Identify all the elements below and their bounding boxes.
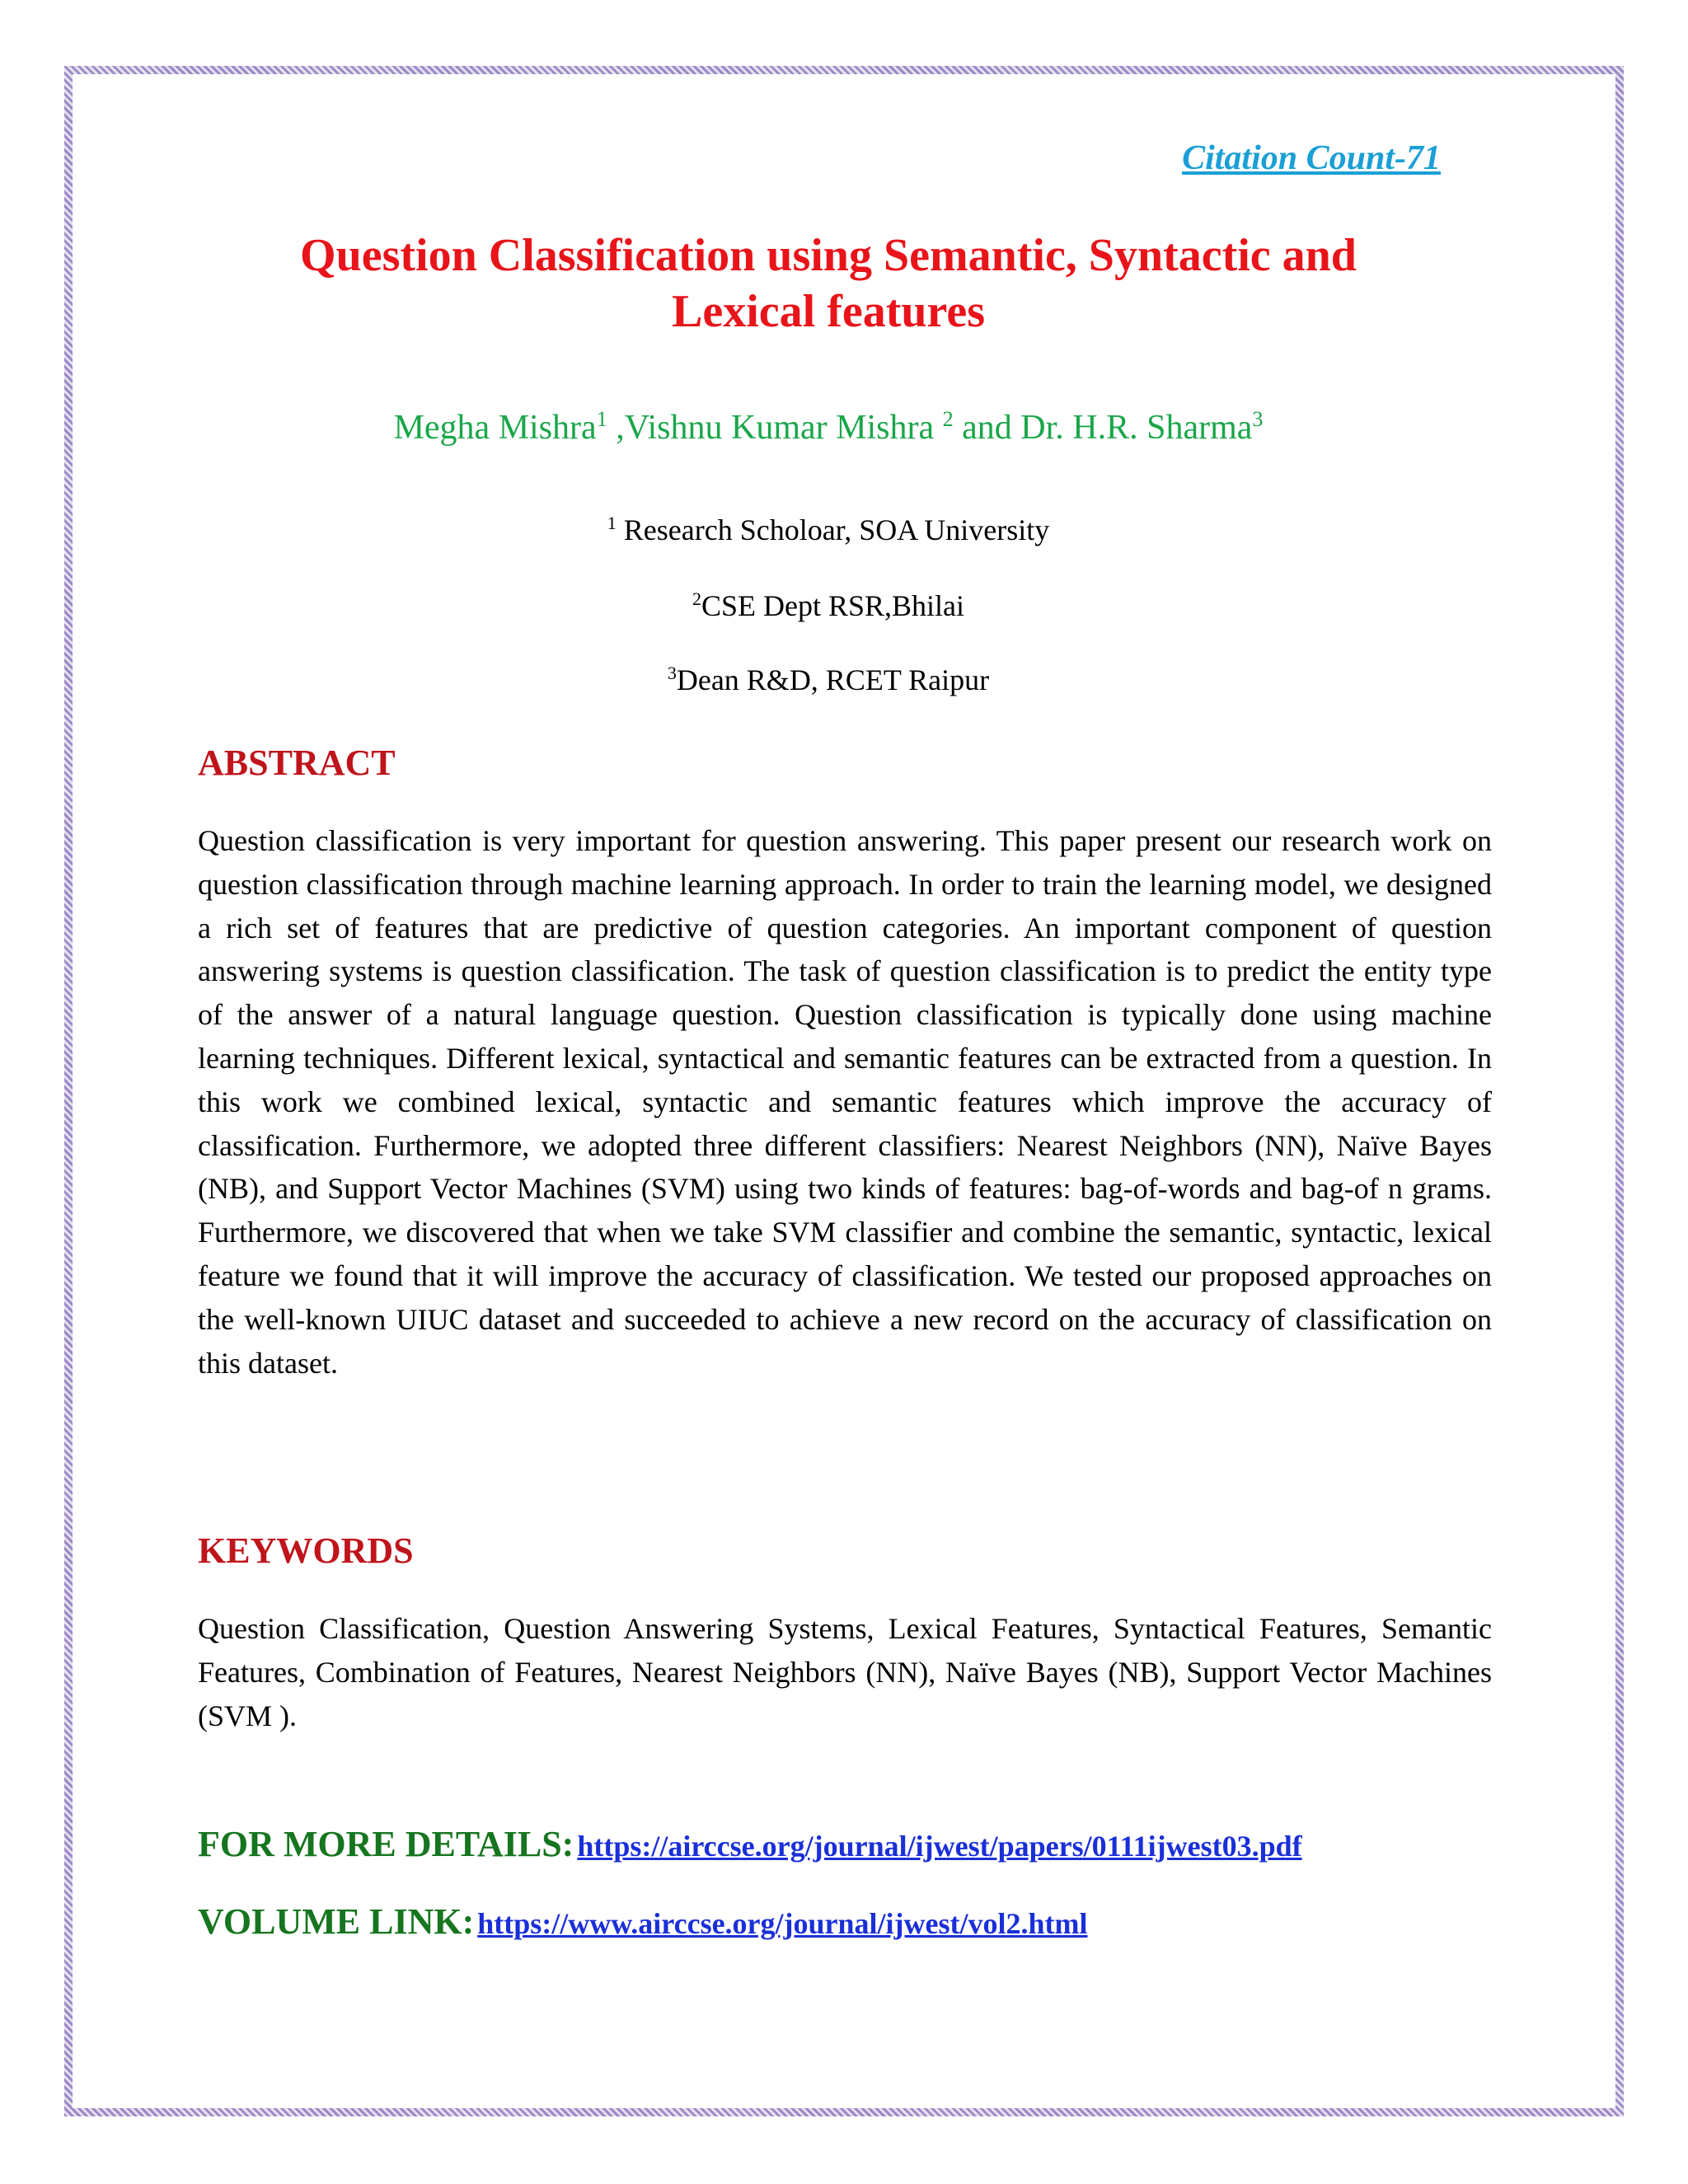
author-name: and Dr. H.R. Sharma: [953, 409, 1253, 447]
affiliation-3: [198, 663, 1459, 697]
paper-title-line-1: Question Classification using Semantic, Syntactic and: [300, 230, 1357, 281]
abstract-heading: ABSTRACT: [198, 743, 396, 783]
more-details-label: FOR MORE DETAILS:: [198, 1824, 574, 1864]
author-list: [198, 407, 1459, 448]
keywords-heading: KEYWORDS: [198, 1530, 414, 1571]
author-affiliation-marker: 1: [596, 407, 607, 431]
author-affiliation-marker: 2: [942, 407, 954, 431]
affiliation-2: [198, 588, 1459, 623]
author-name: ,Vishnu Kumar Mishra: [607, 409, 943, 447]
more-details-line: [198, 1823, 1302, 1865]
paper-title: [198, 227, 1459, 340]
keywords-text: Question Classification, Question Answering Systems, Lexical Features, Syntactical Features, Semantic Features, Combination of Features, Nearest Neighbors (NN), Naïve Bayes (NB), Support Vector Machines (SVM ).: [198, 1612, 1492, 1732]
affiliation-marker: 3: [667, 663, 677, 683]
author-affiliation-marker: 3: [1252, 407, 1264, 431]
paper-title-line-2: Lexical features: [672, 286, 985, 337]
volume-link-line: [198, 1900, 1088, 1943]
volume-link[interactable]: https://www.airccse.org/journal/ijwest/vol2.html: [477, 1907, 1088, 1940]
affiliation-marker: 2: [692, 588, 701, 609]
affiliation-marker: 1: [607, 513, 617, 533]
affiliation-text: CSE Dept RSR,Bhilai: [701, 589, 965, 622]
citation-count-link[interactable]: Citation Count-71: [1182, 139, 1441, 177]
volume-link-label: VOLUME LINK:: [198, 1901, 475, 1942]
paper-pdf-link[interactable]: https://airccse.org/journal/ijwest/papers/0111ijwest03.pdf: [577, 1830, 1302, 1863]
affiliation-1: [198, 513, 1459, 547]
author-name: Megha Mishra: [393, 409, 597, 447]
abstract-text: Question classification is very important for question answering. This paper present our research work on question classification through machine learning approach. In order to train the learning model, we designed a rich set of features that are predictive of question categories. An important component of question answering systems is question classification. The task of question classification is to predict the entity type of the answer of a natural language question. Question classification is typically done using machine learning techniques. Different lexical, syntactical and semantic features can be extracted from a question. In this work we combined lexical, syntactic and semantic features which improve the accuracy of classification. Furthermore, we adopted three different classifiers: Nearest Neighbors (NN), Naïve Bayes (NB), and Support Vector Machines (SVM) using two kinds of features: bag-of-words and bag-of n grams. Furthermore, we discovered that when we take SVM classifier and combine the semantic, syntactic, lexical feature we found that it will improve the accuracy of classification. We tested our proposed approaches on the well-known UIUC dataset and succeeded to achieve a new record on the accuracy of classification on this dataset.: [198, 824, 1492, 1380]
affiliation-text: Dean R&D, RCET Raipur: [676, 663, 990, 696]
affiliation-text: Research Scholoar, SOA University: [616, 513, 1050, 546]
